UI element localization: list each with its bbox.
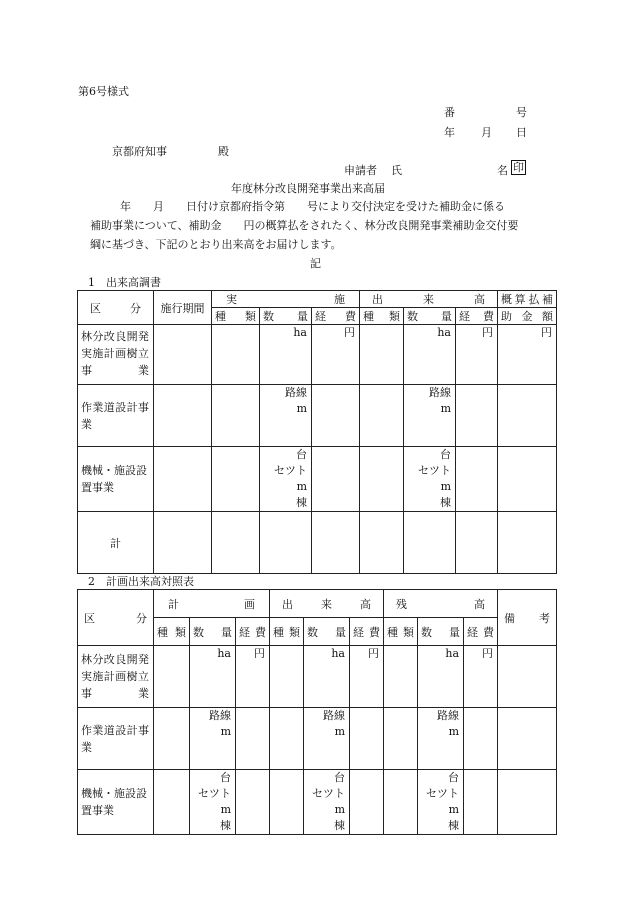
t1-cell: 円 xyxy=(312,325,360,385)
t1-cell xyxy=(360,325,404,385)
t2-cell xyxy=(270,708,304,770)
t1-cell xyxy=(312,512,360,574)
form-number: 第6号様式 xyxy=(78,85,129,98)
t1-sub-suryo-2: 数 量 xyxy=(404,308,456,325)
table-row xyxy=(78,770,557,835)
t1-cell: 路線 m xyxy=(404,385,456,447)
t1-sub-suryo-1: 数 量 xyxy=(260,308,312,325)
go-label: 号 xyxy=(516,106,527,119)
body-line-3: 綱に基づき、下記のとおり出来高をお届けします。 xyxy=(90,238,342,251)
t2-cell xyxy=(498,708,557,770)
table-row xyxy=(78,708,557,770)
t2-cell xyxy=(498,770,557,835)
ban-label: 番 xyxy=(444,106,455,119)
dono-label: 殿 xyxy=(218,145,229,158)
t1-sub-shurui-2: 種 類 xyxy=(360,308,404,325)
t2-sub-shurui-1: 種 類 xyxy=(154,618,190,646)
t2-cell xyxy=(154,646,190,708)
hi-label: 日 xyxy=(516,126,527,139)
t1-header-gaisan-2: 助 金 額 xyxy=(498,308,557,325)
t1-cell xyxy=(456,385,498,447)
t1-header-dekidaka: 出 来 高 xyxy=(360,291,498,308)
t1-header-jisshi: 実 施 xyxy=(212,291,360,308)
t1-header-period: 施行期間 xyxy=(154,291,212,325)
body-line-1: 年 月 日付け京都府指令第 号により交付決定を受けた補助金に係る xyxy=(120,200,505,213)
t1-cell: 台 セツト m 棟 xyxy=(260,447,312,512)
t1-cell xyxy=(154,325,212,385)
t2-cell xyxy=(236,770,270,835)
t2-cell: 路線 m xyxy=(418,708,464,770)
t2-cell xyxy=(464,708,498,770)
document-title: 年度林分改良開発事業出来高届 xyxy=(231,182,385,195)
t2-cell: 台 セツト m 棟 xyxy=(304,770,350,835)
t1-header-kubun: 区 分 xyxy=(78,291,154,325)
t2-cell xyxy=(350,770,384,835)
t2-sub-suryo-2: 数 量 xyxy=(304,618,350,646)
t1-cell xyxy=(456,447,498,512)
t2-cell: 路線 m xyxy=(190,708,236,770)
t2-cell xyxy=(270,770,304,835)
t1-cell xyxy=(212,325,260,385)
t2-sub-suryo-3: 数 量 xyxy=(418,618,464,646)
t2-cell: 台 セツト m 棟 xyxy=(418,770,464,835)
t2-header-keikaku: 計 画 xyxy=(154,590,270,618)
t2-header-biko: 備 考 xyxy=(498,590,557,646)
t2-cell xyxy=(270,646,304,708)
t1-cell: 路線 m xyxy=(260,385,312,447)
table2 xyxy=(77,589,557,835)
t1-cell: ha xyxy=(404,325,456,385)
applicant-label: 申請者 xyxy=(344,164,377,177)
t1-cell xyxy=(360,447,404,512)
t1-cell xyxy=(498,512,557,574)
nen-label: 年 xyxy=(444,126,455,139)
t1-cell: 円 xyxy=(456,325,498,385)
t2-cell xyxy=(384,770,418,835)
t1-total-label: 計 xyxy=(78,512,154,574)
t2-cell: ha xyxy=(190,646,236,708)
t1-cell xyxy=(154,385,212,447)
t2-header-kubun: 区 分 xyxy=(78,590,154,646)
t1-row-label: 機械・施設設置事業 xyxy=(78,447,154,512)
table-row xyxy=(78,325,557,385)
t1-cell xyxy=(154,447,212,512)
t2-cell: 円 xyxy=(350,646,384,708)
addressee: 京都府知事 xyxy=(112,145,167,158)
t2-cell: 路線 m xyxy=(304,708,350,770)
t1-cell xyxy=(260,512,312,574)
t2-sub-keihi-2: 経 費 xyxy=(350,618,384,646)
t1-cell xyxy=(404,512,456,574)
t1-cell xyxy=(212,447,260,512)
t2-cell: 円 xyxy=(236,646,270,708)
t2-header-dekidaka: 出 来 高 xyxy=(270,590,384,618)
t1-cell xyxy=(312,385,360,447)
t2-row-label: 機械・施設設置事業 xyxy=(78,770,154,835)
t1-cell xyxy=(498,385,557,447)
t1-cell xyxy=(312,447,360,512)
mei-label: 名 xyxy=(497,164,508,177)
t1-cell xyxy=(212,385,260,447)
t2-sub-shurui-3: 種 類 xyxy=(384,618,418,646)
t1-cell xyxy=(154,512,212,574)
t1-header-gaisan-1: 概 算 払 補 xyxy=(498,291,557,308)
shi-label: 氏 xyxy=(391,164,402,177)
t2-row-label: 林分改良開発実施計画樹立事業 xyxy=(78,646,154,708)
t2-cell xyxy=(236,708,270,770)
t2-sub-shurui-2: 種 類 xyxy=(270,618,304,646)
t1-sub-keihi-1: 経 費 xyxy=(312,308,360,325)
t2-cell xyxy=(464,770,498,835)
table1 xyxy=(77,290,557,574)
t2-cell: 円 xyxy=(464,646,498,708)
t1-row-label: 作業道設計事業 xyxy=(78,385,154,447)
t1-cell xyxy=(212,512,260,574)
ki-label: 記 xyxy=(310,257,321,270)
seal-mark: 印 xyxy=(513,161,524,174)
table-row xyxy=(78,512,557,574)
t2-cell xyxy=(384,646,418,708)
t1-cell: ha xyxy=(260,325,312,385)
t2-cell xyxy=(350,708,384,770)
table-row xyxy=(78,646,557,708)
t1-sub-shurui-1: 種 類 xyxy=(212,308,260,325)
t1-cell xyxy=(456,512,498,574)
t1-row-label: 林分改良開発実施計画樹立事業 xyxy=(78,325,154,385)
table1-title: 1 出来高調書 xyxy=(88,276,161,289)
t1-cell xyxy=(360,385,404,447)
body-line-2: 補助事業について、補助金 円の概算払をされたく、林分改良開発事業補助金交付要 xyxy=(90,219,519,232)
t2-cell: ha xyxy=(418,646,464,708)
table-row xyxy=(78,447,557,512)
t2-cell: 台 セツト m 棟 xyxy=(190,770,236,835)
t1-sub-keihi-2: 経 費 xyxy=(456,308,498,325)
t2-cell xyxy=(154,770,190,835)
t2-cell xyxy=(498,646,557,708)
t2-header-zan: 残 高 xyxy=(384,590,498,618)
t2-sub-keihi-3: 経 費 xyxy=(464,618,498,646)
t2-cell xyxy=(154,708,190,770)
t1-cell: 台 セツト m 棟 xyxy=(404,447,456,512)
t2-cell xyxy=(384,708,418,770)
t1-cell: 円 xyxy=(498,325,557,385)
table-row xyxy=(78,385,557,447)
tsuki-label: 月 xyxy=(481,126,492,139)
t1-cell xyxy=(498,447,557,512)
t2-cell: ha xyxy=(304,646,350,708)
t1-cell xyxy=(360,512,404,574)
t2-row-label: 作業道設計事業 xyxy=(78,708,154,770)
table2-title: 2 計画出来高対照表 xyxy=(88,575,194,588)
t2-sub-suryo-1: 数 量 xyxy=(190,618,236,646)
t2-sub-keihi-1: 経 費 xyxy=(236,618,270,646)
